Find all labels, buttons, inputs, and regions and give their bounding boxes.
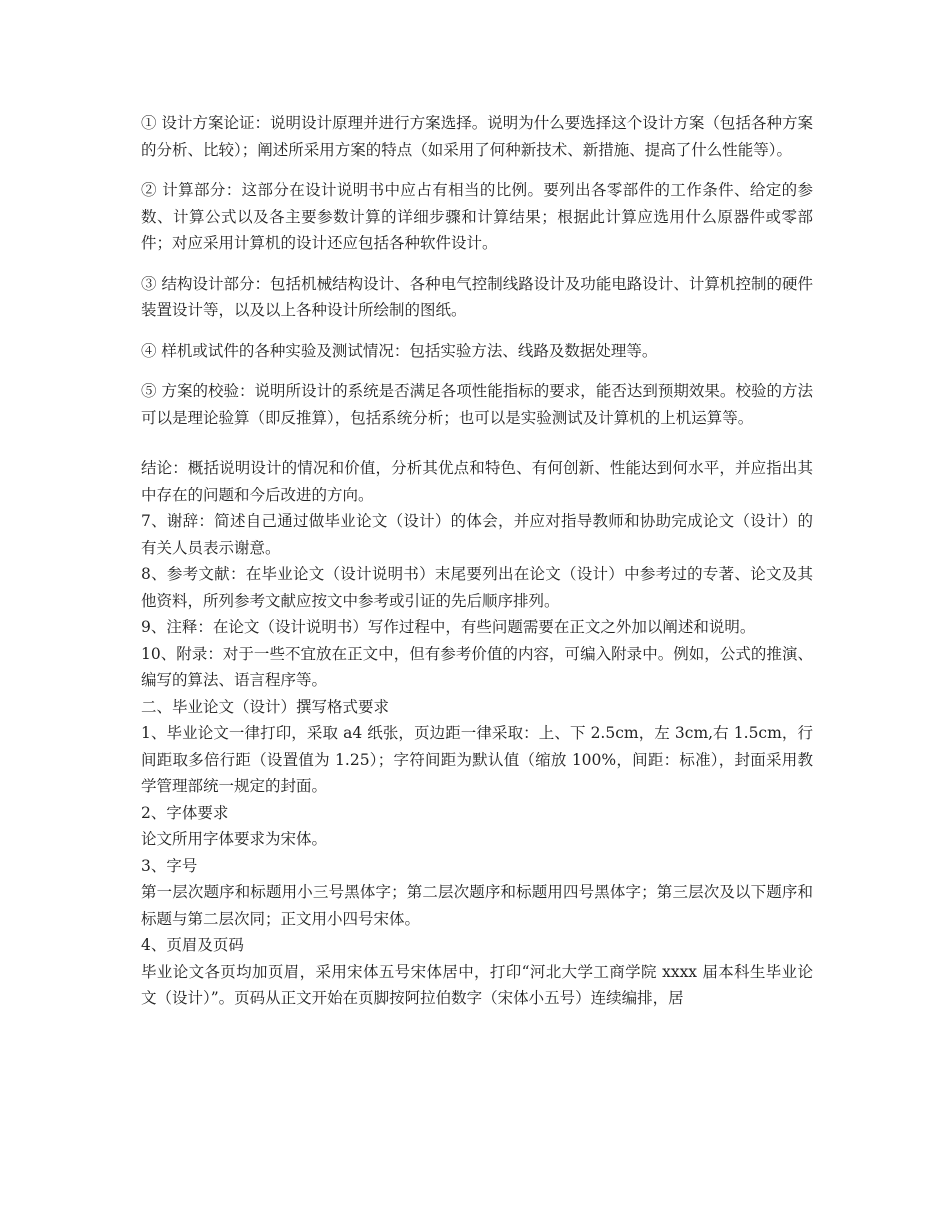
paragraph-design-argument: ① 设计方案论证：说明设计原理并进行方案选择。说明为什么要选择这个设计方案（包括各种方案的分析、比较）；阐述所采用方案的特点（如采用了何种新技术、新措施、提高了什么性能等）。 [141, 114, 813, 159]
paragraph-scheme-verification: ⑤ 方案的校验：说明所设计的系统是否满足各项性能指标的要求，能否达到预期效果。校验的方法可以是理论验算（即反推算），包括系统分析；也可以是实验测试及计算机的上机运算等。 [141, 382, 813, 427]
paragraph-font-size: 第一层次题序和标题用小三号黑体字；第二层次题序和标题用四号黑体字；第三层次及以下题序和标题与第二层次同；正文用小四号宋体。 [141, 883, 813, 928]
section-heading-format: 二、毕业论文（设计）撰写格式要求 [141, 697, 390, 716]
paragraph-header-page-number: 毕业论文各页均加页眉，采用宋体五号宋体居中，打印“河北大学工商学院 xxxx 届本科生毕业论文（设计）”。页码从正文开始在页脚按阿拉伯数字（宋体小五号）连续编排，居 [141, 962, 813, 1007]
subheading-font-size: 3、字号 [141, 856, 198, 875]
paragraph-references: 8、参考文献：在毕业论文（设计说明书）末尾要列出在论文（设计）中参考过的专著、论文及其他资料，所列参考文献应按文中参考或引证的先后顺序排列。 [141, 565, 813, 610]
paragraph-acknowledgement: 7、谢辞：简述自己通过做毕业论文（设计）的体会，并应对指导教师和协助完成论文（设计）的有关人员表示谢意。 [141, 512, 813, 557]
subheading-header-page-number: 4、页眉及页码 [141, 936, 244, 954]
subheading-font: 2、字体要求 [141, 803, 229, 822]
paragraph-appendix: 10、附录：对于一些不宜放在正文中，但有参考价值的内容，可编入附录中。例如，公式的推演、编写的算法、语言程序等。 [141, 644, 813, 689]
paragraph-font: 论文所用字体要求为宋体。 [141, 830, 328, 848]
spacer [141, 445, 813, 455]
paragraph-structure-design: ③ 结构设计部分：包括机械结构设计、各种电气控制线路设计及功能电路设计、计算机控制的硬件装置设计等，以及以上各种设计所绘制的图纸。 [141, 274, 813, 319]
paragraph-notes: 9、注释：在论文（设计说明书）写作过程中，有些问题需要在正文之外加以阐述和说明。 [141, 618, 756, 636]
paragraph-conclusion: 结论：概括说明设计的情况和价值，分析其优点和特色、有何创新、性能达到何水平，并应指出其中存在的问题和今后改进的方向。 [141, 459, 813, 504]
paragraph-prototype-testing: ④ 样机或试件的各种实验及测试情况：包括实验方法、线路及数据处理等。 [141, 341, 658, 360]
paragraph-calculation: ② 计算部分：这部分在设计说明书中应占有相当的比例。要列出各零部件的工作条件、给定的参数、计算公式以及各主要参数计算的详细步骤和计算结果；根据此计算应选用什么原器件或零部件；对应采用计算机的设计还应包括各种软件设计。 [141, 181, 813, 252]
document-page [141, 110, 813, 1012]
paragraph-printing-rules: 1、毕业论文一律打印，采取 a4 纸张，页边距一律采取：上、下 2.5cm，左 3cm,右 1.5cm，行间距取多倍行距（设置值为 1.25）；字符间距为默认值（缩放 100%，间距：标准），封面采用教学管理部统一规定的封面。 [141, 724, 813, 795]
